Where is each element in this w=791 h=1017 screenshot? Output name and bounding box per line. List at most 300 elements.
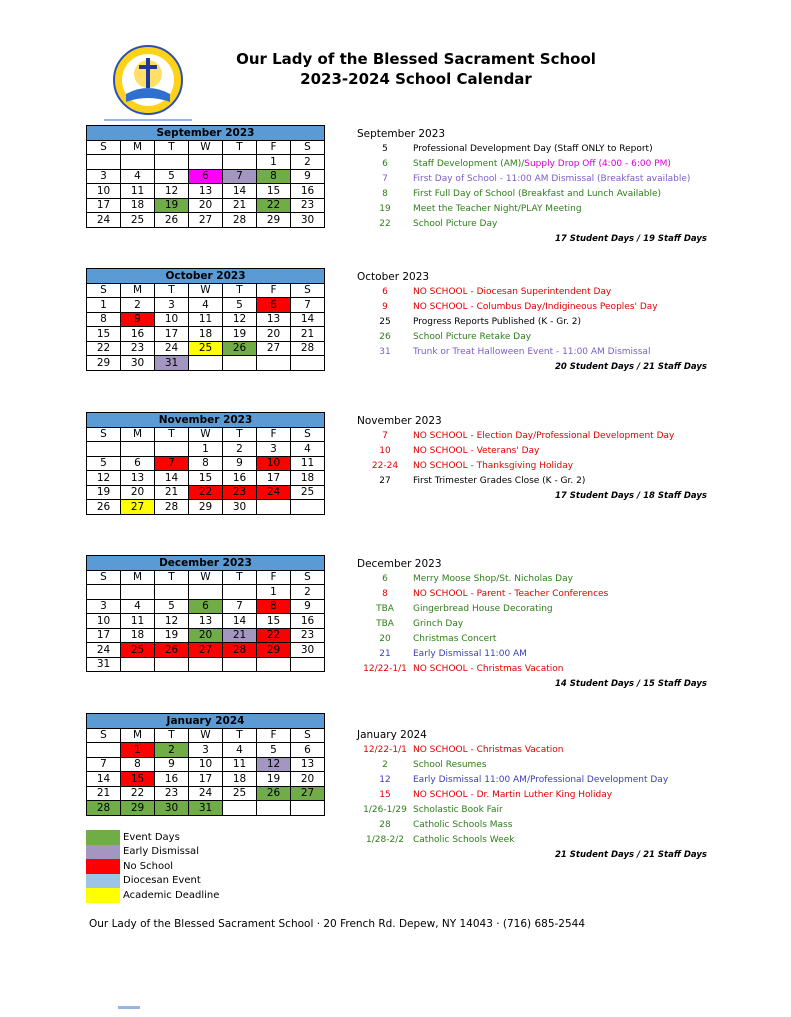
day-cell: 5 [257, 743, 291, 758]
day-cell: 6 [121, 456, 155, 471]
day-cell [189, 356, 223, 371]
day-cell: 24 [189, 786, 223, 801]
day-cell: 22 [87, 341, 121, 356]
day-cell: 10 [189, 757, 223, 772]
day-cell: 27 [189, 213, 223, 228]
weekday-header: S [87, 728, 121, 743]
month-header: November 2023 [87, 413, 325, 428]
weekday-header: T [223, 728, 257, 743]
event-text: Meet the Teacher Night/PLAY Meeting [413, 204, 582, 214]
event-text: NO SCHOOL - Parent - Teacher Conferences [413, 589, 609, 599]
event-text: Progress Reports Published (K - Gr. 2) [413, 317, 582, 327]
month-header: October 2023 [87, 269, 325, 284]
weekday-header: F [257, 570, 291, 585]
event-date: 6 [382, 159, 388, 169]
weekday-header: F [257, 283, 291, 298]
day-cell: 17 [257, 471, 291, 486]
day-cell: 7 [223, 169, 257, 184]
event-text: First Trimester Grades Close (K - Gr. 2) [413, 476, 586, 486]
day-cell: 12 [87, 471, 121, 486]
weekday-header: T [223, 283, 257, 298]
day-cell: 2 [291, 155, 325, 170]
month-events [357, 414, 707, 503]
event-date: 12/22-1/1 [363, 664, 407, 674]
day-cell: 19 [87, 485, 121, 500]
event-date: 7 [382, 431, 388, 441]
day-cell [155, 585, 189, 600]
event-date: 21 [379, 649, 391, 659]
weekday-header: M [121, 140, 155, 155]
weekday-header: S [87, 283, 121, 298]
weekday-header: S [87, 427, 121, 442]
day-cell: 17 [87, 628, 121, 643]
event-date: 15 [379, 790, 391, 800]
weekday-header: S [291, 140, 325, 155]
event-item [357, 833, 707, 848]
day-cell: 9 [291, 599, 325, 614]
event-text: NO SCHOOL - Thanksgiving Holiday [413, 461, 574, 471]
day-cell: 31 [189, 801, 223, 816]
day-cell: 6 [257, 298, 291, 313]
day-cell: 24 [87, 213, 121, 228]
legend-swatch [86, 859, 120, 874]
day-cell: 11 [223, 757, 257, 772]
day-cell: 30 [223, 500, 257, 515]
day-cell [87, 442, 121, 457]
day-cell: 25 [291, 485, 325, 500]
day-cell: 20 [121, 485, 155, 500]
legend-label: Academic Deadline [123, 889, 220, 901]
day-cell: 8 [189, 456, 223, 471]
days-total: 21 Student Days / 21 Staff Days [555, 850, 707, 860]
event-text: NO SCHOOL - Columbus Day/Indigineous Peoples' Day [413, 302, 658, 312]
day-cell: 1 [257, 585, 291, 600]
legend-item [86, 830, 219, 845]
event-text: NO SCHOOL - Christmas Vacation [413, 664, 564, 674]
day-cell [121, 155, 155, 170]
event-date: TBA [376, 619, 394, 629]
event-text: NO SCHOOL - Dr. Martin Luther King Holiday [413, 790, 613, 800]
event-text: School Picture Retake Day [413, 332, 532, 342]
day-cell: 27 [189, 643, 223, 658]
event-item [357, 330, 707, 345]
day-cell: 23 [223, 485, 257, 500]
day-cell: 28 [155, 500, 189, 515]
day-cell: 21 [87, 786, 121, 801]
day-cell: 24 [257, 485, 291, 500]
day-cell: 29 [121, 801, 155, 816]
event-date: 7 [382, 174, 388, 184]
weekday-header: S [87, 570, 121, 585]
day-cell: 26 [87, 500, 121, 515]
day-cell: 26 [257, 786, 291, 801]
day-cell [121, 585, 155, 600]
day-cell: 27 [257, 341, 291, 356]
day-cell [257, 801, 291, 816]
event-text: First Day of School - 11:00 AM Dismissal (Breakfast available) [413, 174, 691, 184]
day-cell: 21 [155, 485, 189, 500]
month-events [357, 730, 707, 862]
event-item [357, 743, 707, 758]
event-text: Catholic Schools Mass [413, 820, 513, 830]
event-item [357, 157, 707, 172]
weekday-header: M [121, 570, 155, 585]
calendar-title: 2023-2024 School Calendar [300, 70, 532, 88]
day-cell [291, 801, 325, 816]
event-item [357, 285, 707, 300]
days-total: 20 Student Days / 21 Staff Days [555, 362, 707, 372]
day-cell: 10 [87, 614, 121, 629]
day-cell [189, 155, 223, 170]
weekday-header: W [189, 283, 223, 298]
day-cell [121, 657, 155, 672]
event-text: Grinch Day [413, 619, 464, 629]
event-date: 1/28-2/2 [366, 835, 404, 845]
day-cell: 3 [257, 442, 291, 457]
event-item [357, 758, 707, 773]
month-events [357, 557, 707, 691]
day-cell: 12 [155, 184, 189, 199]
bottom-mark [118, 1006, 140, 1009]
events-month-title: December 2023 [357, 558, 442, 570]
day-cell: 17 [189, 772, 223, 787]
day-cell: 4 [189, 298, 223, 313]
day-cell: 14 [291, 312, 325, 327]
event-item [357, 300, 707, 315]
event-item [357, 632, 707, 647]
event-text: Christmas Concert [413, 634, 497, 644]
days-total: 14 Student Days / 15 Staff Days [555, 679, 707, 689]
events-month-title: October 2023 [357, 271, 430, 283]
legend-swatch [86, 830, 120, 845]
event-date: 25 [379, 317, 391, 327]
weekday-header: T [155, 140, 189, 155]
day-cell: 26 [155, 643, 189, 658]
day-cell: 16 [291, 184, 325, 199]
event-item [357, 187, 707, 202]
event-date: 8 [382, 589, 388, 599]
school-logo [112, 44, 184, 116]
legend-label: Diocesan Event [123, 875, 201, 887]
event-text: NO SCHOOL - Christmas Vacation [413, 745, 564, 755]
day-cell: 20 [257, 327, 291, 342]
event-date: 1/26-1/29 [363, 805, 407, 815]
event-text: Trunk or Treat Halloween Event - 11:00 AM Dismissal [413, 347, 651, 357]
event-text: Catholic Schools Week [413, 835, 515, 845]
event-text: Early Dismissal 11:00 AM [413, 649, 527, 659]
event-item [357, 788, 707, 803]
day-cell: 15 [189, 471, 223, 486]
day-cell: 18 [223, 772, 257, 787]
events-month-title: January 2024 [357, 729, 427, 741]
day-cell: 3 [155, 298, 189, 313]
weekday-header: S [87, 140, 121, 155]
day-cell: 28 [223, 643, 257, 658]
day-cell: 16 [155, 772, 189, 787]
day-cell: 9 [291, 169, 325, 184]
weekday-header: T [155, 283, 189, 298]
day-cell [257, 356, 291, 371]
day-cell: 8 [121, 757, 155, 772]
day-cell: 6 [291, 743, 325, 758]
days-total: 17 Student Days / 19 Staff Days [555, 234, 707, 244]
event-date: 5 [382, 144, 388, 154]
day-cell: 21 [223, 198, 257, 213]
weekday-header: M [121, 283, 155, 298]
day-cell: 8 [87, 312, 121, 327]
weekday-header: M [121, 728, 155, 743]
weekday-header: W [189, 140, 223, 155]
day-cell: 17 [155, 327, 189, 342]
day-cell: 1 [257, 155, 291, 170]
day-cell: 30 [155, 801, 189, 816]
event-date: TBA [376, 604, 394, 614]
event-item [357, 345, 707, 360]
day-cell [223, 585, 257, 600]
day-cell: 7 [155, 456, 189, 471]
day-cell: 7 [87, 757, 121, 772]
day-cell: 7 [291, 298, 325, 313]
legend-swatch [86, 874, 120, 889]
day-cell [291, 356, 325, 371]
legend-item [86, 845, 219, 860]
day-cell: 30 [121, 356, 155, 371]
weekday-header: T [223, 140, 257, 155]
event-item [357, 572, 707, 587]
day-cell: 29 [87, 356, 121, 371]
day-cell: 31 [155, 356, 189, 371]
day-cell: 5 [87, 456, 121, 471]
day-cell [223, 801, 257, 816]
day-cell: 30 [291, 213, 325, 228]
weekday-header: W [189, 427, 223, 442]
event-text: Scholastic Book Fair [413, 805, 503, 815]
event-item [357, 429, 707, 444]
month-calendar [86, 713, 325, 816]
day-cell: 2 [121, 298, 155, 313]
day-cell: 22 [121, 786, 155, 801]
event-text: NO SCHOOL - Diocesan Superintendent Day [413, 287, 612, 297]
month-calendar [86, 268, 325, 371]
days-total: 17 Student Days / 18 Staff Days [555, 491, 707, 501]
day-cell [155, 657, 189, 672]
event-date: 8 [382, 189, 388, 199]
day-cell [87, 743, 121, 758]
event-item [357, 818, 707, 833]
event-text-extra: Supply Drop Off (4:00 - 6:00 PM) [524, 159, 671, 169]
logo-caption-mark [104, 118, 192, 122]
day-cell: 6 [189, 169, 223, 184]
day-cell [189, 585, 223, 600]
legend-item [86, 859, 219, 874]
day-cell: 15 [87, 327, 121, 342]
event-item [357, 172, 707, 187]
weekday-header: W [189, 728, 223, 743]
event-item [357, 647, 707, 662]
day-cell: 4 [291, 442, 325, 457]
day-cell [257, 657, 291, 672]
day-cell: 13 [189, 614, 223, 629]
event-date: 12/22-1/1 [363, 745, 407, 755]
day-cell: 25 [189, 341, 223, 356]
day-cell: 9 [121, 312, 155, 327]
month-calendar [86, 555, 325, 672]
day-cell [223, 155, 257, 170]
day-cell: 18 [121, 628, 155, 643]
event-text: First Full Day of School (Breakfast and Lunch Available) [413, 189, 661, 199]
month-events [357, 270, 707, 374]
event-date: 6 [382, 574, 388, 584]
day-cell: 5 [155, 599, 189, 614]
day-cell: 5 [155, 169, 189, 184]
day-cell: 1 [87, 298, 121, 313]
day-cell: 29 [257, 643, 291, 658]
day-cell: 13 [291, 757, 325, 772]
day-cell: 23 [291, 628, 325, 643]
event-item [357, 803, 707, 818]
day-cell: 28 [223, 213, 257, 228]
day-cell: 12 [155, 614, 189, 629]
month-events [357, 127, 707, 246]
day-cell: 23 [155, 786, 189, 801]
event-text: NO SCHOOL - Election Day/Professional Development Day [413, 431, 675, 441]
day-cell: 6 [189, 599, 223, 614]
weekday-header: W [189, 570, 223, 585]
day-cell: 2 [223, 442, 257, 457]
day-cell: 15 [121, 772, 155, 787]
day-cell: 25 [223, 786, 257, 801]
day-cell: 11 [121, 614, 155, 629]
day-cell: 18 [121, 198, 155, 213]
day-cell: 7 [223, 599, 257, 614]
weekday-header: F [257, 728, 291, 743]
day-cell: 31 [87, 657, 121, 672]
event-item [357, 459, 707, 474]
day-cell: 3 [87, 599, 121, 614]
event-item [357, 662, 707, 677]
event-item [357, 617, 707, 632]
weekday-header: T [155, 570, 189, 585]
weekday-header: S [291, 283, 325, 298]
day-cell: 13 [189, 184, 223, 199]
day-cell [155, 155, 189, 170]
day-cell: 24 [87, 643, 121, 658]
day-cell: 14 [155, 471, 189, 486]
month-header: December 2023 [87, 556, 325, 571]
day-cell: 20 [291, 772, 325, 787]
legend-swatch [86, 845, 120, 860]
day-cell: 23 [291, 198, 325, 213]
day-cell: 27 [121, 500, 155, 515]
day-cell: 18 [189, 327, 223, 342]
events-month-title: September 2023 [357, 128, 446, 140]
weekday-header: S [291, 728, 325, 743]
school-name: Our Lady of the Blessed Sacrament School [236, 50, 596, 68]
weekday-header: T [155, 728, 189, 743]
day-cell: 30 [291, 643, 325, 658]
weekday-header: T [223, 570, 257, 585]
event-date: 31 [379, 347, 391, 357]
day-cell: 17 [87, 198, 121, 213]
weekday-header: S [291, 570, 325, 585]
day-cell: 22 [257, 628, 291, 643]
day-cell: 10 [87, 184, 121, 199]
event-date: 26 [379, 332, 391, 342]
events-month-title: November 2023 [357, 415, 442, 427]
day-cell: 14 [223, 184, 257, 199]
event-text: Gingerbread House Decorating [413, 604, 553, 614]
day-cell: 12 [223, 312, 257, 327]
day-cell: 5 [223, 298, 257, 313]
day-cell: 16 [121, 327, 155, 342]
event-item [357, 474, 707, 489]
event-item [357, 142, 707, 157]
day-cell [189, 657, 223, 672]
day-cell: 25 [121, 643, 155, 658]
event-date: 10 [379, 446, 391, 456]
event-text: Professional Development Day (Staff ONLY to Report) [413, 144, 653, 154]
day-cell: 10 [155, 312, 189, 327]
month-calendar [86, 125, 325, 228]
day-cell [155, 442, 189, 457]
event-text: School Picture Day [413, 219, 498, 229]
weekday-header: T [155, 427, 189, 442]
day-cell: 9 [155, 757, 189, 772]
event-date: 6 [382, 287, 388, 297]
day-cell: 19 [223, 327, 257, 342]
event-item [357, 202, 707, 217]
legend-label: Early Dismissal [123, 846, 199, 858]
day-cell: 11 [121, 184, 155, 199]
event-item [357, 773, 707, 788]
day-cell: 22 [189, 485, 223, 500]
day-cell: 8 [257, 169, 291, 184]
day-cell: 28 [291, 341, 325, 356]
day-cell: 3 [87, 169, 121, 184]
legend-swatch [86, 888, 120, 903]
day-cell: 16 [291, 614, 325, 629]
day-cell [257, 500, 291, 515]
legend [86, 830, 219, 903]
day-cell: 1 [121, 743, 155, 758]
day-cell [291, 657, 325, 672]
event-date: 22-24 [371, 461, 399, 471]
event-text: Early Dismissal 11:00 AM/Professional Development Day [413, 775, 669, 785]
day-cell: 19 [257, 772, 291, 787]
day-cell: 29 [257, 213, 291, 228]
day-cell: 2 [291, 585, 325, 600]
month-header: January 2024 [87, 714, 325, 729]
event-text: Merry Moose Shop/St. Nicholas Day [413, 574, 573, 584]
day-cell: 24 [155, 341, 189, 356]
day-cell: 12 [257, 757, 291, 772]
weekday-header: F [257, 140, 291, 155]
day-cell: 16 [223, 471, 257, 486]
month-calendar [86, 412, 325, 515]
day-cell [87, 155, 121, 170]
event-item [357, 602, 707, 617]
weekday-header: S [291, 427, 325, 442]
event-item [357, 217, 707, 232]
day-cell: 20 [189, 628, 223, 643]
event-date: 9 [382, 302, 388, 312]
day-cell: 25 [121, 213, 155, 228]
day-cell: 15 [257, 614, 291, 629]
day-cell: 20 [189, 198, 223, 213]
day-cell: 14 [87, 772, 121, 787]
day-cell: 2 [155, 743, 189, 758]
event-item [357, 444, 707, 459]
